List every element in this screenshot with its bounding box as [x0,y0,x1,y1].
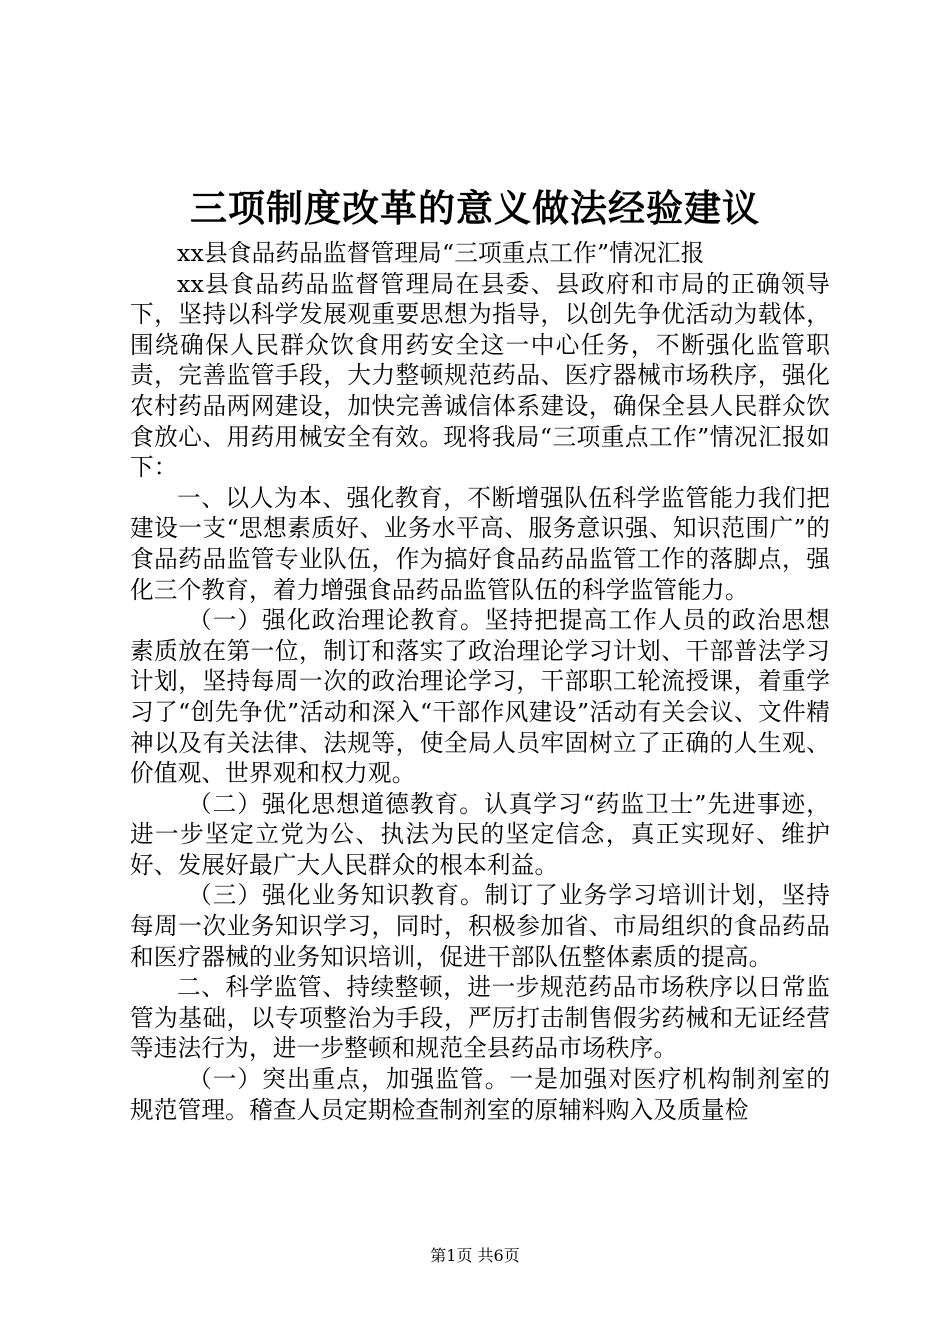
paragraph-intro: xx县食品药品监督管理局在县委、县政府和市局的正确领导下，坚持以科学发展观重要思想为指导，以创先争优活动为载体，围绕确保人民群众饮食用药安全这一中心任务，不断强化监管职责，完善监管手段，大力整顿规范药品、医疗器械市场秩序，强化农村药品两网建设，加快完善诚信体系建设，确保全县人民群众饮食放心、用药用械安全有效。现将我局“三项重点工作”情况汇报如下： [130,269,830,482]
paragraph-section-1-item-3: （三）强化业务知识教育。制订了业务学习培训计划，坚持每周一次业务知识学习，同时，积极参加省、市局组织的食品药品和医疗器械的业务知识培训，促进干部队伍整体素质的提高。 [130,881,830,971]
paragraph-section-1: 一、以人为本、强化教育，不断增强队伍科学监管能力我们把建设一支“思想素质好、业务水平高、服务意识强、知识范围广”的食品药品监管专业队伍，作为搞好食品药品监管工作的落脚点，强化三个教育，着力增强食品药品监管队伍的科学监管能力。 [130,483,830,604]
document-title: 三项制度改革的意义做法经验建议 [190,186,760,230]
page-number-footer: 第1页 共6页 [430,1246,520,1265]
paragraph-section-1-item-2: （二）强化思想道德教育。认真学习“药监卫士”先进事迹，进一步坚定立党为公、执法为民的坚定信念，真正实现好、维护好、发展好最广大人民群众的根本利益。 [130,789,830,879]
document-body [130,238,830,1125]
paragraph-section-2: 二、科学监管、持续整顿，进一步规范药品市场秩序以日常监管为基础，以专项整治为手段，严厉打击制售假劣药械和无证经营等违法行为，进一步整顿和规范全县药品市场秩序。 [130,973,830,1063]
report-subtitle: xx县食品药品监督管理局“三项重点工作”情况汇报 [177,239,705,267]
paragraph-section-1-item-1: （一）强化政治理论教育。坚持把提高工作人员的政治思想素质放在第一位，制订和落实了政治理论学习计划、干部普法学习计划，坚持每周一次的政治理论学习，干部职工轮流授课，着重学习了“创先争优”活动和深入“干部作风建设”活动有关会议、文件精神以及有关法律、法规等，使全局人员牢固树立了正确的人生观、价值观、世界观和权力观。 [130,606,830,788]
paragraph-section-2-item-1: （一）突出重点，加强监管。一是加强对医疗机构制剂室的规范管理。稽查人员定期检查制剂室的原辅料购入及质量检 [130,1065,830,1124]
